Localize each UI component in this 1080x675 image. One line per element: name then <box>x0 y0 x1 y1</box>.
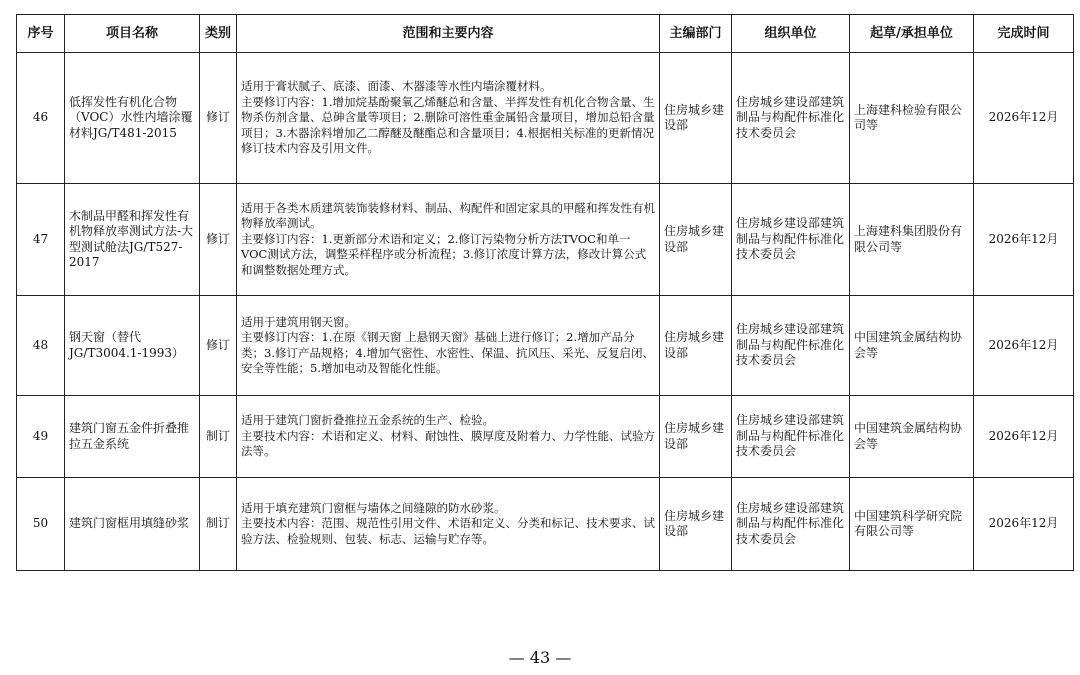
header-org: 组织单位 <box>732 15 850 53</box>
cell-seq: 47 <box>17 184 65 296</box>
cell-seq: 49 <box>17 396 65 478</box>
cell-dept: 住房城乡建设部 <box>660 184 732 296</box>
scope-applicability: 适用于各类木质建筑装饰装修材料、制品、构配件和固定家具的甲醛和挥发性有机物释放率测试。 <box>241 200 655 231</box>
scope-applicability: 适用于膏状腻子、底漆、面漆、木器漆等水性内墙涂覆材料。 <box>241 79 552 94</box>
cell-seq: 48 <box>17 296 65 396</box>
scope-main-content: 主要修订内容：1.更新部分术语和定义；2.修订污染物分析方法TVOC和单一VOC测试方法，调整采样程序或分析流程；3.修订浓度计算方法，修改计算公式和调整数据处理方式。 <box>241 231 647 277</box>
cell-seq: 50 <box>17 478 65 571</box>
cell-scope <box>237 478 660 571</box>
cell-date: 2026年12月 <box>974 478 1074 571</box>
table-row <box>17 296 1074 396</box>
cell-date: 2026年12月 <box>974 396 1074 478</box>
scope-main-content: 主要技术内容：范围、规范性引用文件、术语和定义、分类和标记、技术要求、试验方法、检验规则、包装、标志、运输与贮存等。 <box>241 516 655 546</box>
cell-scope <box>237 53 660 184</box>
scope-applicability: 适用于建筑用钢天窗。 <box>241 314 356 329</box>
table-row <box>17 53 1074 184</box>
header-type: 类别 <box>200 15 237 53</box>
header-name: 项目名称 <box>65 15 200 53</box>
scope-main-content: 主要技术内容：术语和定义、材料、耐蚀性、膜厚度及附着力、力学性能、试验方法等。 <box>241 428 655 459</box>
cell-dept: 住房城乡建设部 <box>660 53 732 184</box>
cell-type: 制订 <box>200 396 237 478</box>
table-row <box>17 184 1074 296</box>
cell-drafter: 上海建科集团股份有限公司等 <box>850 184 974 296</box>
cell-project-name: 建筑门窗五金件折叠推拉五金系统 <box>65 396 200 478</box>
page-number: — 43 — <box>508 648 572 667</box>
cell-project-name: 木制品甲醛和挥发性有机物释放率测试方法-大型测试舱法JG/T527-2017 <box>65 184 200 296</box>
cell-date: 2026年12月 <box>974 53 1074 184</box>
cell-type: 修订 <box>200 184 237 296</box>
cell-scope <box>237 296 660 396</box>
header-dept: 主编部门 <box>660 15 732 53</box>
cell-type: 修订 <box>200 53 237 184</box>
cell-org: 住房城乡建设部建筑制品与构配件标准化技术委员会 <box>732 296 850 396</box>
cell-project-name: 低挥发性有机化合物（VOC）水性内墙涂覆材料JG/T481-2015 <box>65 53 200 184</box>
table-row <box>17 478 1074 571</box>
cell-org: 住房城乡建设部建筑制品与构配件标准化技术委员会 <box>732 478 850 571</box>
header-draft: 起草/承担单位 <box>850 15 974 53</box>
scope-applicability: 适用于填充建筑门窗框与墙体之间缝隙的防水砂浆。 <box>241 500 506 515</box>
cell-dept: 住房城乡建设部 <box>660 478 732 571</box>
cell-drafter: 上海建科检验有限公司等 <box>850 53 974 184</box>
cell-org: 住房城乡建设部建筑制品与构配件标准化技术委员会 <box>732 53 850 184</box>
header-date: 完成时间 <box>974 15 1074 53</box>
cell-drafter: 中国建筑金属结构协会等 <box>850 396 974 478</box>
cell-date: 2026年12月 <box>974 296 1074 396</box>
cell-type: 修订 <box>200 296 237 396</box>
cell-drafter: 中国建筑科学研究院有限公司等 <box>850 478 974 571</box>
standards-plan-table <box>16 14 1074 571</box>
cell-scope <box>237 184 660 296</box>
header-scope: 范围和主要内容 <box>237 15 660 53</box>
cell-dept: 住房城乡建设部 <box>660 396 732 478</box>
cell-scope <box>237 396 660 478</box>
cell-seq: 46 <box>17 53 65 184</box>
cell-dept: 住房城乡建设部 <box>660 296 732 396</box>
cell-date: 2026年12月 <box>974 184 1074 296</box>
scope-applicability: 适用于建筑门窗折叠推拉五金系统的生产、检验。 <box>241 413 494 428</box>
cell-org: 住房城乡建设部建筑制品与构配件标准化技术委员会 <box>732 396 850 478</box>
table-header-row <box>17 15 1074 53</box>
cell-drafter: 中国建筑金属结构协会等 <box>850 296 974 396</box>
scope-main-content: 主要修订内容：1.在原《钢天窗 上悬钢天窗》基础上进行修订；2.增加产品分类；3.修订产品规格；4.增加气密性、水密性、保温、抗风压、采光、反复启闭、安全等性能；5.增加电动及智能化性能。 <box>241 330 654 375</box>
cell-project-name: 建筑门窗框用填缝砂浆 <box>65 478 200 571</box>
header-seq: 序号 <box>17 15 65 53</box>
cell-org: 住房城乡建设部建筑制品与构配件标准化技术委员会 <box>732 184 850 296</box>
cell-type: 制订 <box>200 478 237 571</box>
table-row <box>17 396 1074 478</box>
cell-project-name: 钢天窗（替代JG/T3004.1-1993） <box>65 296 200 396</box>
scope-main-content: 主要修订内容：1.增加烷基酚聚氧乙烯醚总和含量、半挥发性有机化合物含量、生物杀伤剂含量、总砷含量等项目；2.删除可溶性重金属铅含量项目，增加总铅含量项目；3.木器涂料增加乙二醇醚及醚酯总和含量项目；4.根据相关标准的更新情况修订技术内容及引用文件。 <box>241 94 655 156</box>
